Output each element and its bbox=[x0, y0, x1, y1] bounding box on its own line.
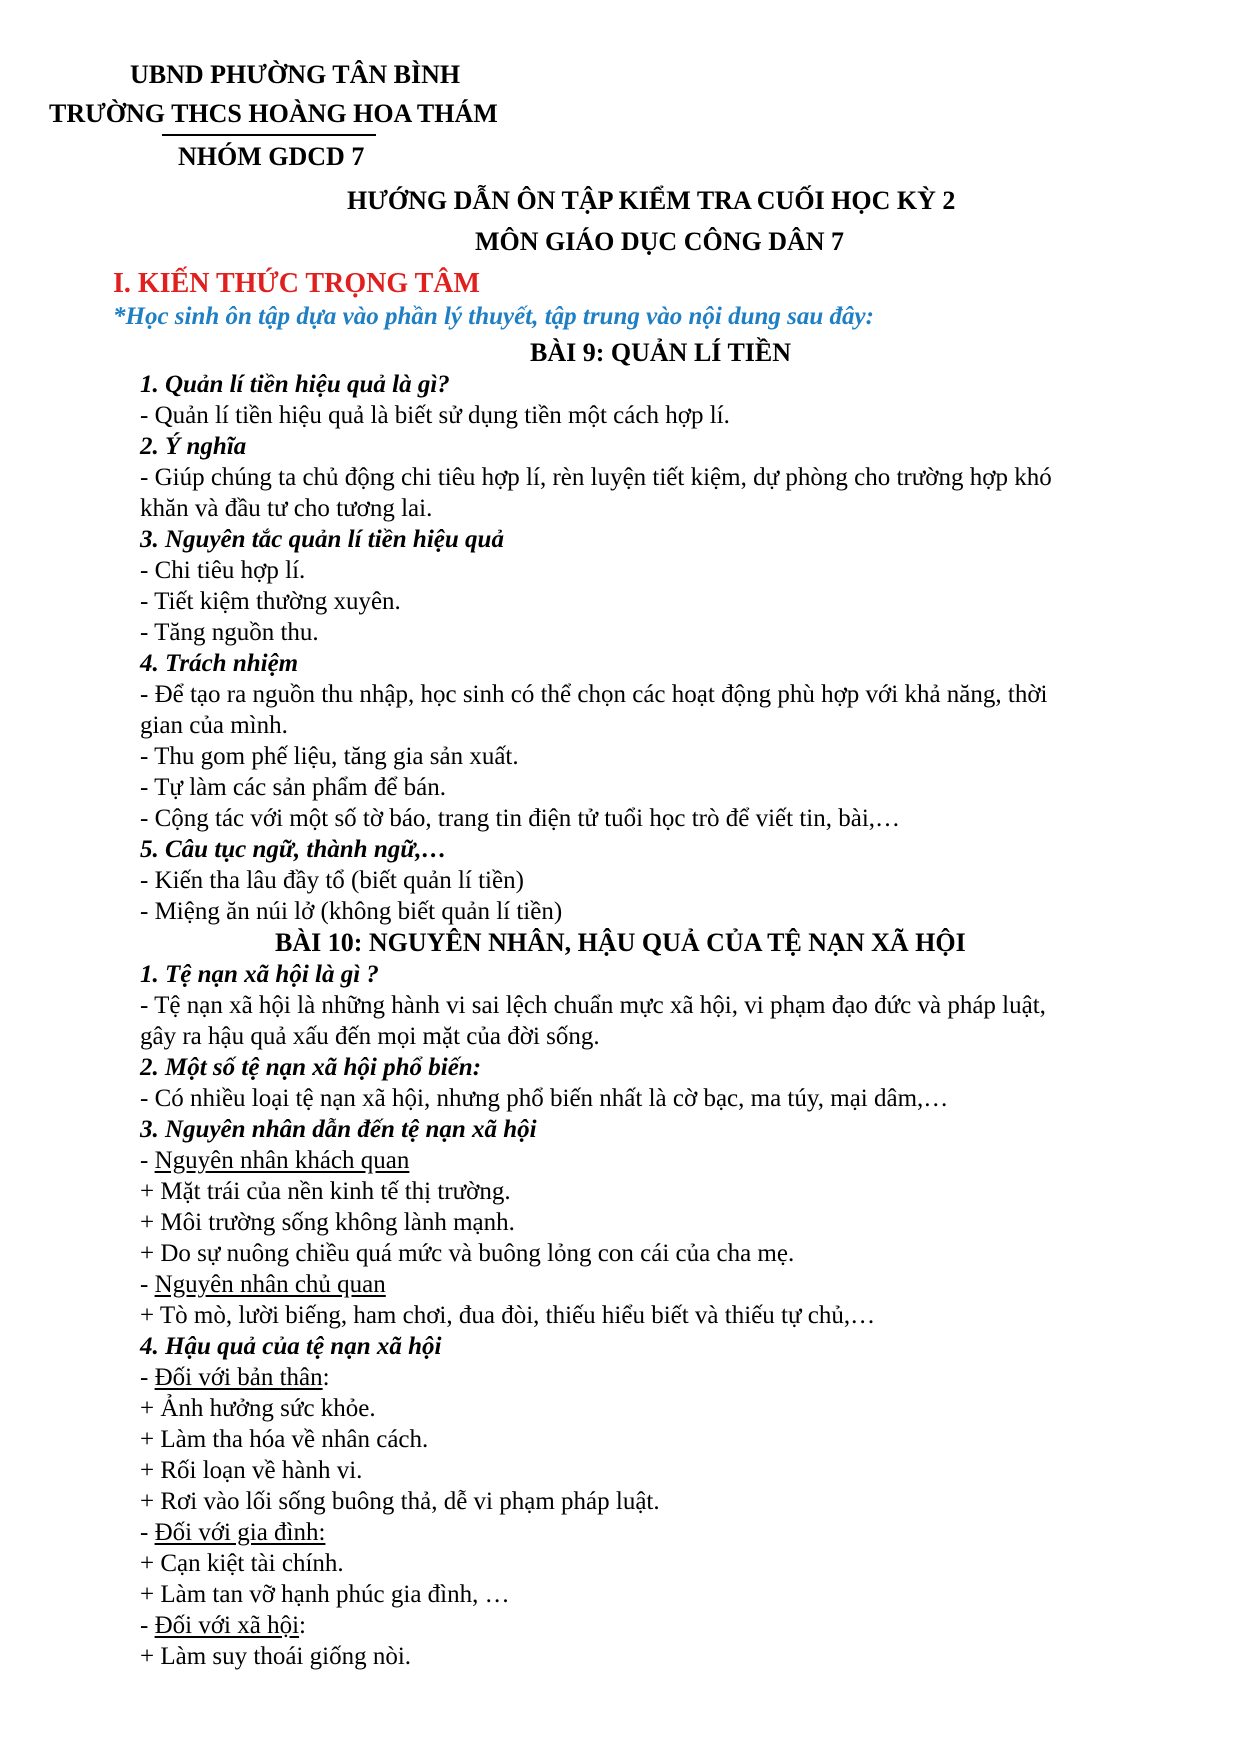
l9-q5-item: - Kiến tha lâu đầy tổ (biết quản lí tiền) bbox=[140, 867, 524, 894]
l9-q2-heading: 2. Ý nghĩa bbox=[140, 433, 247, 460]
l9-q4-item: - Để tạo ra nguồn thu nhập, học sinh có thể chọn các hoạt động phù hợp với khả năng, thời bbox=[140, 681, 1048, 708]
l10-q4-item: + Làm tan vỡ hạnh phúc gia đình, … bbox=[140, 1581, 510, 1608]
school-name: TRƯỜNG THCS HOÀNG HOA THÁM bbox=[49, 99, 498, 128]
l9-q4-item: gian của mình. bbox=[140, 712, 288, 739]
agency-name: UBND PHƯỜNG TÂN BÌNH bbox=[130, 60, 461, 89]
l9-q1-heading: 1. Quản lí tiền hiệu quả là gì? bbox=[140, 371, 450, 398]
document-title: HƯỚNG DẪN ÔN TẬP KIỂM TRA CUỐI HỌC KỲ 2 bbox=[347, 186, 956, 215]
l10-q3-objective-label bbox=[140, 1148, 409, 1173]
l9-q4-heading: 4. Trách nhiệm bbox=[140, 650, 299, 677]
l9-q4-item: - Tự làm các sản phẩm để bán. bbox=[140, 774, 447, 801]
l9-q4-item: - Thu gom phế liệu, tăng gia sản xuất. bbox=[140, 743, 519, 770]
l9-q3-item: - Tiết kiệm thường xuyên. bbox=[140, 588, 401, 615]
group-name: NHÓM GDCD 7 bbox=[178, 142, 365, 171]
l10-q4-item: + Ảnh hưởng sức khỏe. bbox=[140, 1395, 376, 1422]
document-subtitle: MÔN GIÁO DỤC CÔNG DÂN 7 bbox=[475, 227, 845, 256]
l10-q1-answer-line2: gây ra hậu quả xấu đến mọi mặt của đời sống. bbox=[140, 1023, 600, 1050]
header-divider bbox=[162, 134, 376, 136]
l10-q4-self-label bbox=[140, 1365, 330, 1390]
l10-q3-heading: 3. Nguyên nhân dẫn đến tệ nạn xã hội bbox=[140, 1116, 537, 1143]
subjective-causes-label: Nguyên nhân chủ quan bbox=[154, 1271, 386, 1298]
dash-prefix: - bbox=[140, 1271, 155, 1298]
lesson-10-title: BÀI 10: NGUYÊN NHÂN, HẬU QUẢ CỦA TỆ NẠN XÃ HỘI bbox=[275, 928, 966, 957]
l10-q3-subjective-label bbox=[140, 1272, 386, 1297]
l10-q3-item: + Môi trường sống không lành mạnh. bbox=[140, 1209, 515, 1236]
l10-q4-item: + Cạn kiệt tài chính. bbox=[140, 1550, 344, 1577]
family-label: Đối với gia đình: bbox=[154, 1519, 326, 1546]
l9-q5-heading: 5. Câu tục ngữ, thành ngữ,… bbox=[140, 836, 447, 863]
l9-q2-answer-line2: khăn và đầu tư cho tương lai. bbox=[140, 495, 433, 522]
l9-q1-answer: - Quản lí tiền hiệu quả là biết sử dụng tiền một cách hợp lí. bbox=[140, 402, 730, 429]
lesson-9-title: BÀI 9: QUẢN LÍ TIỀN bbox=[530, 338, 792, 367]
l10-q4-item: + Rơi vào lối sống buông thả, dễ vi phạm pháp luật. bbox=[140, 1488, 660, 1515]
l10-q1-answer-line1: - Tệ nạn xã hội là những hành vi sai lệch chuẩn mực xã hội, vi phạm đạo đức và pháp luật, bbox=[140, 992, 1046, 1019]
colon: : bbox=[299, 1612, 306, 1639]
l10-q3-item: + Tò mò, lười biếng, ham chơi, đua đòi, thiếu hiểu biết và thiếu tự chủ,… bbox=[140, 1302, 876, 1329]
l10-q3-item: + Mặt trái của nền kinh tế thị trường. bbox=[140, 1178, 511, 1205]
l10-q2-answer: - Có nhiều loại tệ nạn xã hội, nhưng phổ biến nhất là cờ bạc, ma túy, mại dâm,… bbox=[140, 1085, 949, 1112]
l10-q4-society-label bbox=[140, 1613, 306, 1638]
l10-q4-item: + Làm suy thoái giống nòi. bbox=[140, 1643, 412, 1670]
l9-q3-item: - Tăng nguồn thu. bbox=[140, 619, 319, 646]
l10-q4-heading: 4. Hậu quả của tệ nạn xã hội bbox=[140, 1333, 442, 1360]
l10-q1-heading: 1. Tệ nạn xã hội là gì ? bbox=[140, 961, 379, 988]
l10-q4-item: + Làm tha hóa về nhân cách. bbox=[140, 1426, 429, 1453]
colon: : bbox=[322, 1364, 330, 1391]
l10-q3-item: + Do sự nuông chiều quá mức và buông lỏng con cái của cha mẹ. bbox=[140, 1240, 795, 1267]
dash-prefix: - bbox=[140, 1612, 155, 1639]
l9-q4-item: - Cộng tác với một số tờ báo, trang tin điện tử tuổi học trò để viết tin, bài,… bbox=[140, 805, 901, 832]
society-label: Đối với xã hội bbox=[154, 1612, 300, 1639]
l10-q4-item: + Rối loạn về hành vi. bbox=[140, 1457, 363, 1484]
dash-prefix: - bbox=[140, 1364, 155, 1391]
dash-prefix: - bbox=[140, 1147, 155, 1174]
l10-q4-family-label bbox=[140, 1520, 325, 1545]
section-note: *Học sinh ôn tập dựa vào phần lý thuyết, tập trung vào nội dung sau đây: bbox=[113, 303, 874, 330]
l9-q3-item: - Chi tiêu hợp lí. bbox=[140, 557, 306, 584]
objective-causes-label: Nguyên nhân khách quan bbox=[154, 1147, 410, 1174]
l9-q5-item: - Miệng ăn núi lở (không biết quản lí tiền) bbox=[140, 898, 563, 925]
self-label: Đối với bản thân bbox=[154, 1364, 323, 1391]
l9-q2-answer-line1: - Giúp chúng ta chủ động chi tiêu hợp lí, rèn luyện tiết kiệm, dự phòng cho trường hợp khó bbox=[140, 464, 1052, 491]
section-heading: I. KIẾN THỨC TRỌNG TÂM bbox=[113, 268, 480, 299]
l9-q3-heading: 3. Nguyên tắc quản lí tiền hiệu quả bbox=[140, 526, 504, 553]
l10-q2-heading: 2. Một số tệ nạn xã hội phổ biến: bbox=[140, 1054, 482, 1081]
dash-prefix: - bbox=[140, 1519, 155, 1546]
